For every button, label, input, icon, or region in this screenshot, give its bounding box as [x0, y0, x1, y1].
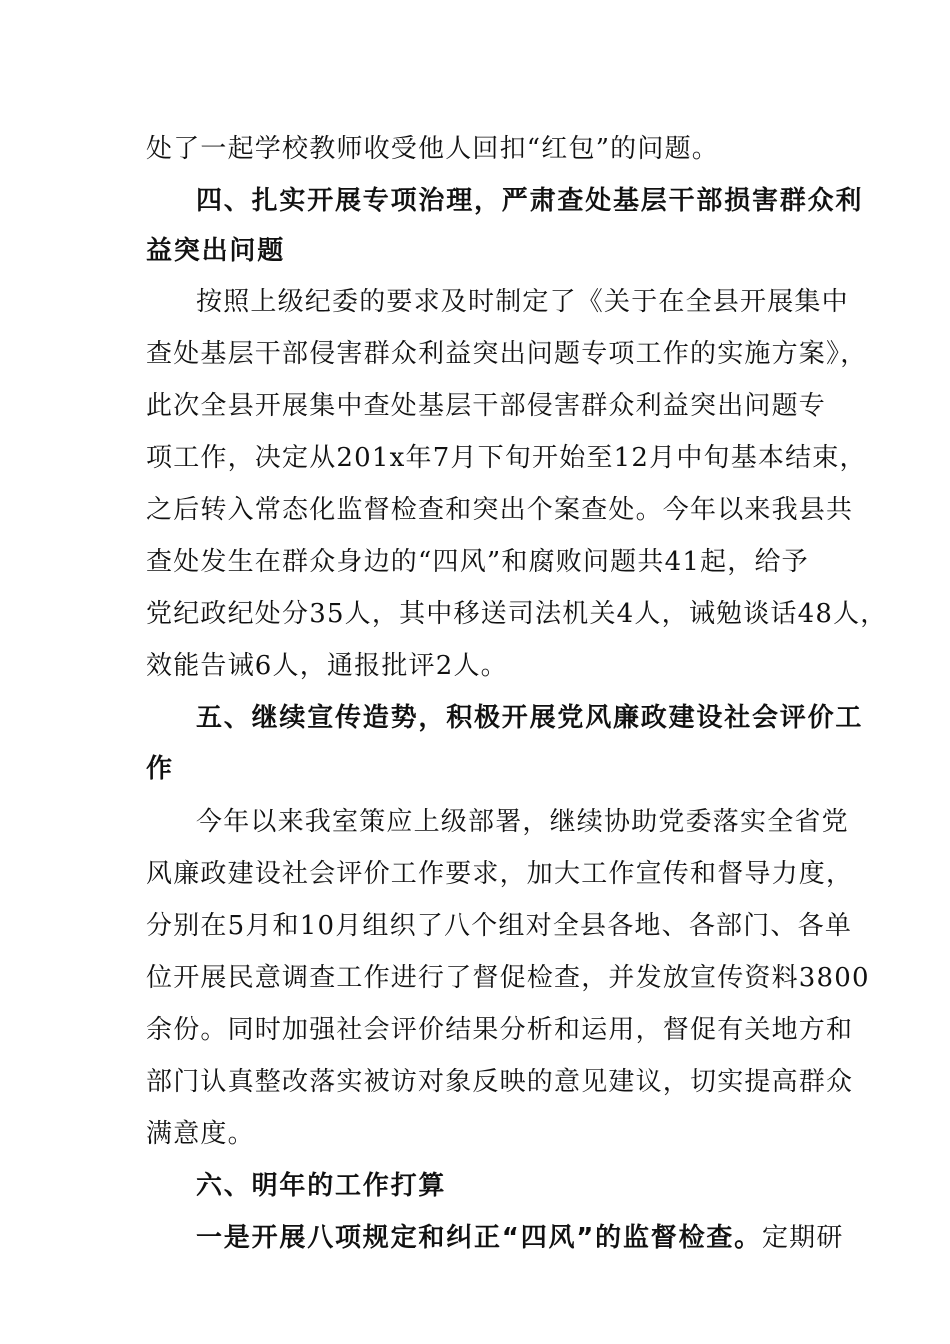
body-text-line: 分别在5月和10月组织了八个组对全县各地、各部门、各单 [146, 911, 853, 941]
body-text-line: 此次全县开展集中查处基层干部侵害群众利益突出问题专 [146, 391, 827, 421]
body-text-continuation: 定期研 [761, 1223, 844, 1253]
last-text-line [196, 1221, 844, 1255]
body-text-line: 项工作，决定从201x年7月下旬开始至12月中旬基本结束， [146, 443, 867, 473]
section-heading-5: 五、继续宣传造势，积极开展党风廉政建设社会评价工 [196, 703, 864, 733]
body-text-line: 党纪政纪处分35人，其中移送司法机关4人，诫勉谈话48人， [146, 599, 888, 629]
body-text-line: 余份。同时加强社会评价结果分析和运用，督促有关地方和 [146, 1015, 854, 1045]
body-text-line: 查处基层干部侵害群众利益突出问题专项工作的实施方案》， [146, 339, 868, 369]
body-text-line: 按照上级纪委的要求及时制定了《关于在全县开展集中 [196, 287, 849, 317]
section-heading-6: 六、明年的工作打算 [196, 1171, 447, 1201]
body-text-line: 效能告诫6人，通报批评2人。 [146, 651, 508, 681]
section-heading-4-cont: 益突出问题 [146, 236, 286, 266]
body-text-line: 查处发生在群众身边的“四风”和腐败问题共41起，给予 [146, 547, 809, 577]
section-heading-5-cont: 作 [146, 754, 174, 784]
body-text-line: 满意度。 [146, 1119, 255, 1149]
body-text-line: 之后转入常态化监督检查和突出个案查处。今年以来我县共 [146, 495, 854, 525]
body-text-line: 今年以来我室策应上级部署，继续协助党委落实全省党 [196, 807, 849, 837]
section-heading-4: 四、扎实开展专项治理，严肃查处基层干部损害群众利 [196, 186, 864, 216]
body-text-line: 处了一起学校教师收受他人回扣“红包”的问题。 [146, 134, 719, 164]
body-text-line: 部门认真整改落实被访对象反映的意见建议，切实提高群众 [146, 1067, 854, 1097]
body-text-line: 风廉政建设社会评价工作要求，加大工作宣传和督导力度， [146, 859, 854, 889]
body-text-line: 位开展民意调查工作进行了督促检查，并发放宣传资料3800 [146, 963, 870, 993]
bold-lead-phrase: 一是开展八项规定和纠正“四风”的监督检查。 [196, 1223, 762, 1253]
